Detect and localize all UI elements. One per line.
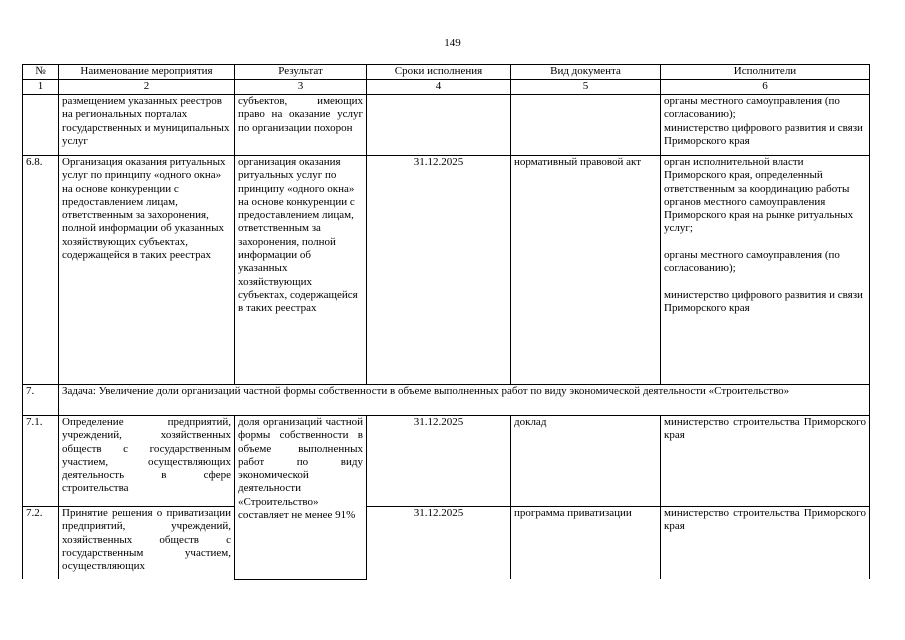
table-row-7-1: [23, 416, 870, 507]
header-result: Результат: [235, 65, 367, 80]
row-executors: министерство строительства Приморского края: [661, 416, 870, 507]
row-result: организация оказания ритуальных услуг по принципу «одного окна» на основе конкуренции с предоставлением лицам, ответственным за захоронения, полной информации об указанных хозяйствующих субъектах, содержащейся в таких реестрах: [235, 156, 367, 385]
row-name: размещением указанных реестров на региональных порталах государственных и муниципальных услуг: [59, 95, 235, 156]
row-num: [23, 95, 59, 156]
col-number-2: 2: [59, 80, 235, 95]
row-num: 7.2.: [23, 507, 59, 580]
row-result: субъектов, имеющих право на оказание услуг по организации похорон: [235, 95, 367, 156]
row-name: Определение предприятий, учреждений, хозяйственных обществ с государственным участием, осуществляющих деятельность в сфере строительства: [59, 416, 235, 507]
header-row: [23, 65, 870, 80]
table-row-task-7: [23, 385, 870, 416]
task-description: Задача: Увеличение доли организаций частной формы собственности в объеме выполненных работ по виду экономической деятельности «Строительство»: [59, 385, 870, 416]
row-num: 7.: [23, 385, 59, 416]
row-doc-type: доклад: [511, 416, 661, 507]
row-executors: орган исполнительной власти Приморского края, определенный ответственным за координацию работы органов местного самоуправления Приморского края на рынке ритуальных услуг; органы местного самоуправления (по согласованию); министерство цифрового развития и связи Приморского края: [661, 156, 870, 385]
header-deadline: Сроки исполнения: [367, 65, 511, 80]
column-number-row: [23, 80, 870, 95]
col-number-5: 5: [511, 80, 661, 95]
row-num: 7.1.: [23, 416, 59, 507]
row-deadline: 31.12.2025: [367, 507, 511, 580]
table-row-continuation: [23, 95, 870, 156]
row-result-merged: доля организаций частной формы собственности в объеме выполненных работ по виду экономической деятельности «Строительство» составляет не менее 91%: [235, 416, 367, 580]
col-number-6: 6: [661, 80, 870, 95]
row-deadline: 31.12.2025: [367, 156, 511, 385]
header-doc-type: Вид документа: [511, 65, 661, 80]
row-executors: органы местного самоуправления (по согласованию); министерство цифрового развития и связи Приморского края: [661, 95, 870, 156]
col-number-3: 3: [235, 80, 367, 95]
row-executors: министерство строительства Приморского края: [661, 507, 870, 580]
col-number-1: 1: [23, 80, 59, 95]
row-doc-type: программа приватизации: [511, 507, 661, 580]
row-doc-type: нормативный правовой акт: [511, 156, 661, 385]
col-number-4: 4: [367, 80, 511, 95]
row-name: Организация оказания ритуальных услуг по принципу «одного окна» на основе конкуренции с предоставлением лицам, ответственным за захоронения, полной информации об указанных хозяйствующих субъектах, содержащейся в таких реестрах: [59, 156, 235, 385]
row-deadline: [367, 95, 511, 156]
table-row-6-8: [23, 156, 870, 385]
table-row-7-2: [23, 507, 870, 580]
row-num: 6.8.: [23, 156, 59, 385]
page-number: 149: [444, 37, 461, 49]
measures-table: [22, 64, 870, 580]
row-deadline: 31.12.2025: [367, 416, 511, 507]
header-name: Наименование мероприятия: [59, 65, 235, 80]
row-name: Принятие решения о приватизации предприятий, учреждений, хозяйственных обществ с государственным участием, осуществляющих: [59, 507, 235, 580]
header-executors: Исполнители: [661, 65, 870, 80]
header-num: №: [23, 65, 59, 80]
row-doc-type: [511, 95, 661, 156]
